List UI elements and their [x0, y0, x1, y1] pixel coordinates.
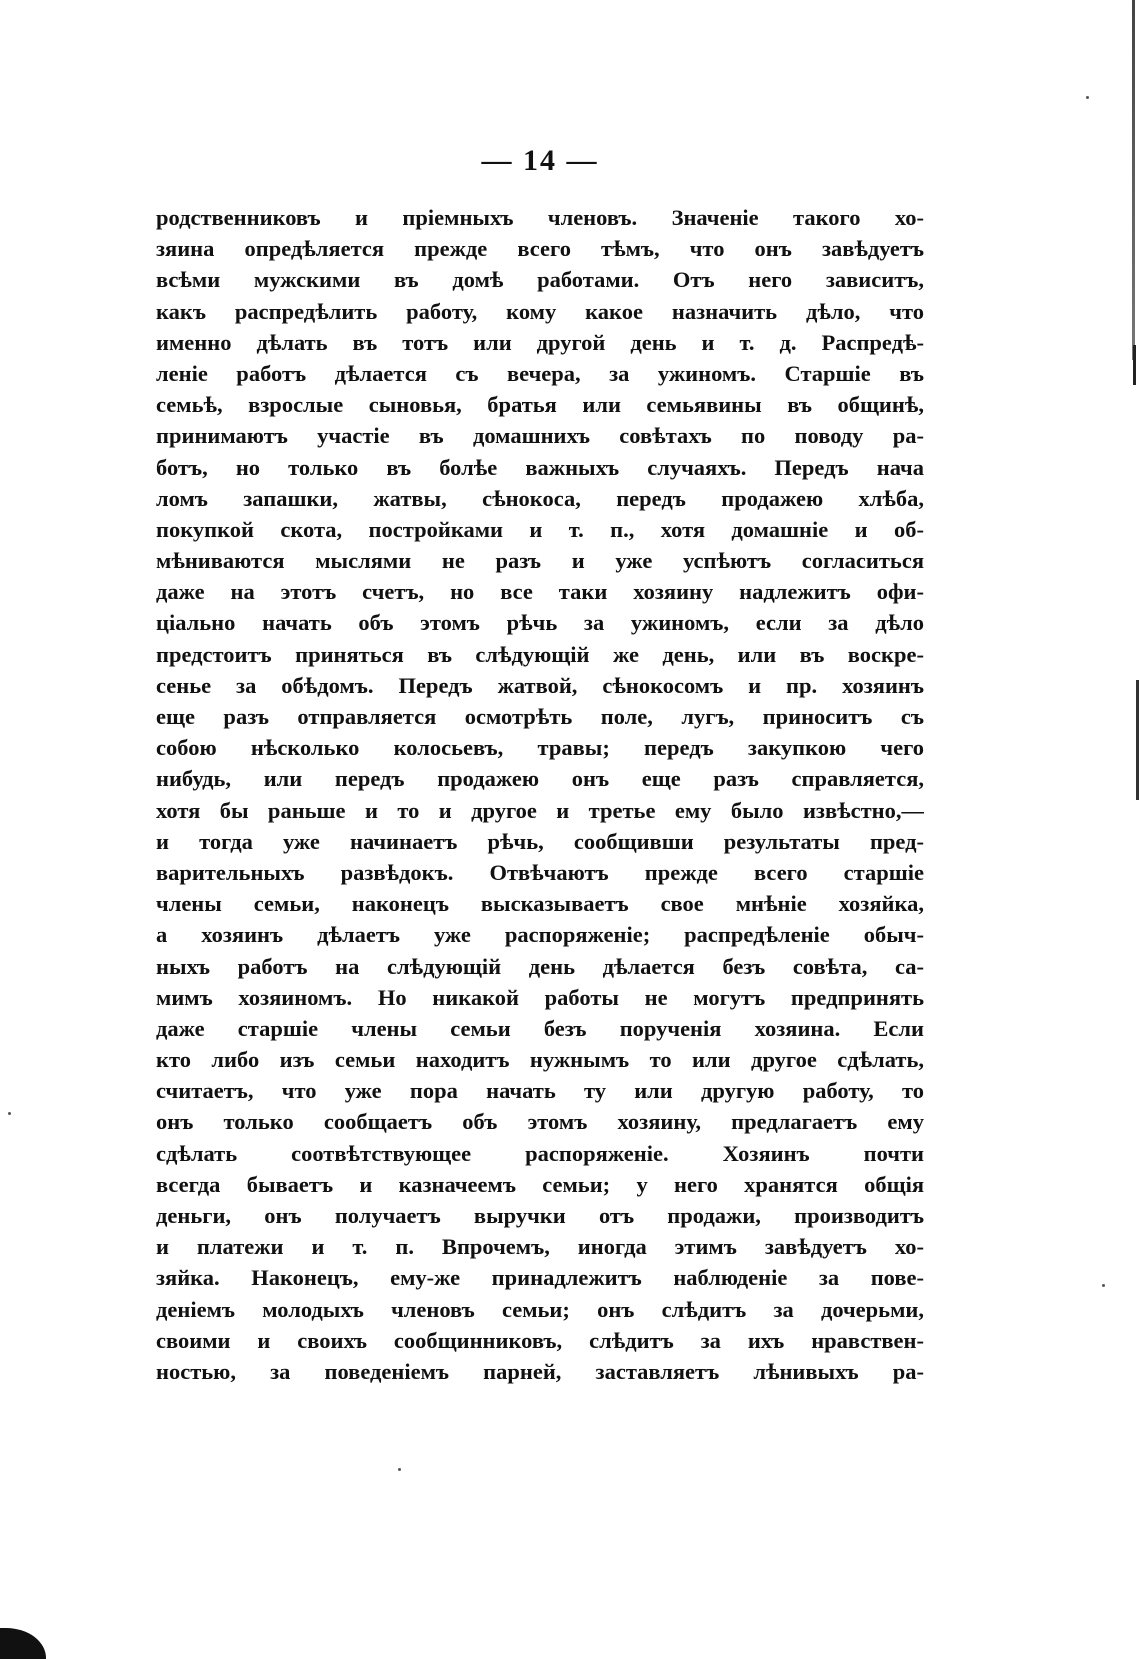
text-line: сенье за обѣдомъ. Передъ жатвой, сѣнокосомъ и пр. хозяинъ: [156, 672, 924, 698]
scan-speck: [1086, 96, 1089, 99]
text-line: леніе работъ дѣлается съ вечера, за ужиномъ. Старшіе въ: [156, 360, 924, 386]
text-line: онъ только сообщаетъ объ этомъ хозяину, предлагаетъ ему: [156, 1109, 924, 1135]
text-line: ціально начать объ этомъ рѣчь за ужиномъ, если за дѣло: [156, 610, 924, 636]
text-line: даже старшіе члены семьи безъ порученія хозяина. Если: [156, 1015, 924, 1041]
text-line: родственниковъ и пріемныхъ членовъ. Значеніе такого хо-: [156, 205, 924, 230]
text-line: именно дѣлать въ тотъ или другой день и т. д. Распредѣ-: [156, 329, 924, 355]
text-line: даже на этотъ счетъ, но все таки хозяину надлежитъ офи-: [156, 579, 924, 605]
scan-corner-blot: [0, 1628, 46, 1659]
text-line: варительныхъ развѣдокъ. Отвѣчаютъ прежде всего старшіе: [156, 859, 924, 885]
text-line: и тогда уже начинаетъ рѣчь, сообщивши результаты пред-: [156, 828, 924, 854]
text-line: принимаютъ участіе въ домашнихъ совѣтахъ по поводу ра-: [156, 423, 924, 449]
text-line: ломъ запашки, жатвы, сѣнокоса, передъ продажею хлѣба,: [156, 485, 924, 511]
text-line: семьѣ, взрослые сыновья, братья или семьявины въ общинѣ,: [156, 392, 924, 418]
text-line: какъ распредѣлить работу, кому какое назначить дѣло, что: [156, 298, 924, 324]
text-line: мимъ хозяиномъ. Но никакой работы не могутъ предпринять: [156, 984, 924, 1010]
text-line: мѣниваются мыслями не разъ и уже успѣютъ согласиться: [156, 548, 924, 574]
text-line: своими и своихъ сообщинниковъ, слѣдитъ за ихъ нравствен-: [156, 1327, 924, 1353]
scan-edge-mark: [1133, 345, 1136, 385]
text-line: деньги, онъ получаетъ выручки отъ продажи, производитъ: [156, 1203, 924, 1228]
scan-speck: [1102, 1284, 1105, 1287]
scan-edge-shadow: [1132, 0, 1135, 360]
text-line: сдѣлать соотвѣтствующее распоряженіе. Хозяинъ почти: [156, 1140, 924, 1166]
text-line: и платежи и т. п. Впрочемъ, иногда этимъ завѣдуетъ хо-: [156, 1234, 924, 1260]
text-line: нибудь, или передъ продажею онъ еще разъ справляется,: [156, 766, 924, 792]
scan-edge-mark: [1136, 680, 1139, 800]
text-line: зяина опредѣляется прежде всего тѣмъ, что онъ завѣдуетъ: [156, 236, 924, 262]
text-line: считаетъ, что уже пора начать ту или другую работу, то: [156, 1078, 924, 1104]
scan-speck: [8, 1112, 11, 1115]
text-line: ностью, за поведеніемъ парней, заставляетъ лѣнивыхъ ра-: [156, 1358, 924, 1384]
text-line: кто либо изъ семьи находитъ нужнымъ то или другое сдѣлать,: [156, 1047, 924, 1073]
text-line: предстоитъ приняться въ слѣдующій же день, или въ воскре-: [156, 641, 924, 667]
text-line: еще разъ отправляется осмотрѣть поле, лугъ, приноситъ съ: [156, 704, 924, 729]
text-line: ботъ, но только въ болѣе важныхъ случаяхъ. Передъ нача: [156, 454, 924, 480]
body-text: [156, 202, 924, 1387]
text-line: хотя бы раньше и то и другое и третье ему было извѣстно,—: [156, 797, 924, 823]
text-line: собою нѣсколько колосьевъ, травы; передъ закупкою чего: [156, 735, 924, 761]
text-line: покупкой скота, постройками и т. п., хотя домашніе и об-: [156, 516, 924, 542]
text-line: всѣми мужскими въ домѣ работами. Отъ него зависитъ,: [156, 267, 924, 293]
text-line: всегда бываетъ и казначеемъ семьи; у него хранятся общія: [156, 1171, 924, 1197]
text-line: а хозяинъ дѣлаетъ уже распоряженіе; распредѣленіе обыч-: [156, 922, 924, 948]
text-line: зяйка. Наконецъ, ему-же принадлежитъ наблюденіе за пове-: [156, 1265, 924, 1291]
text-line: деніемъ молодыхъ членовъ семьи; онъ слѣдитъ за дочерьми,: [156, 1296, 924, 1322]
text-line: члены семьи, наконецъ высказываетъ свое мнѣніе хозяйка,: [156, 891, 924, 917]
page-number: — 14 —: [481, 144, 599, 177]
scan-speck: [398, 1468, 401, 1471]
text-line: ныхъ работъ на слѣдующій день дѣлается безъ совѣта, са-: [156, 953, 924, 979]
